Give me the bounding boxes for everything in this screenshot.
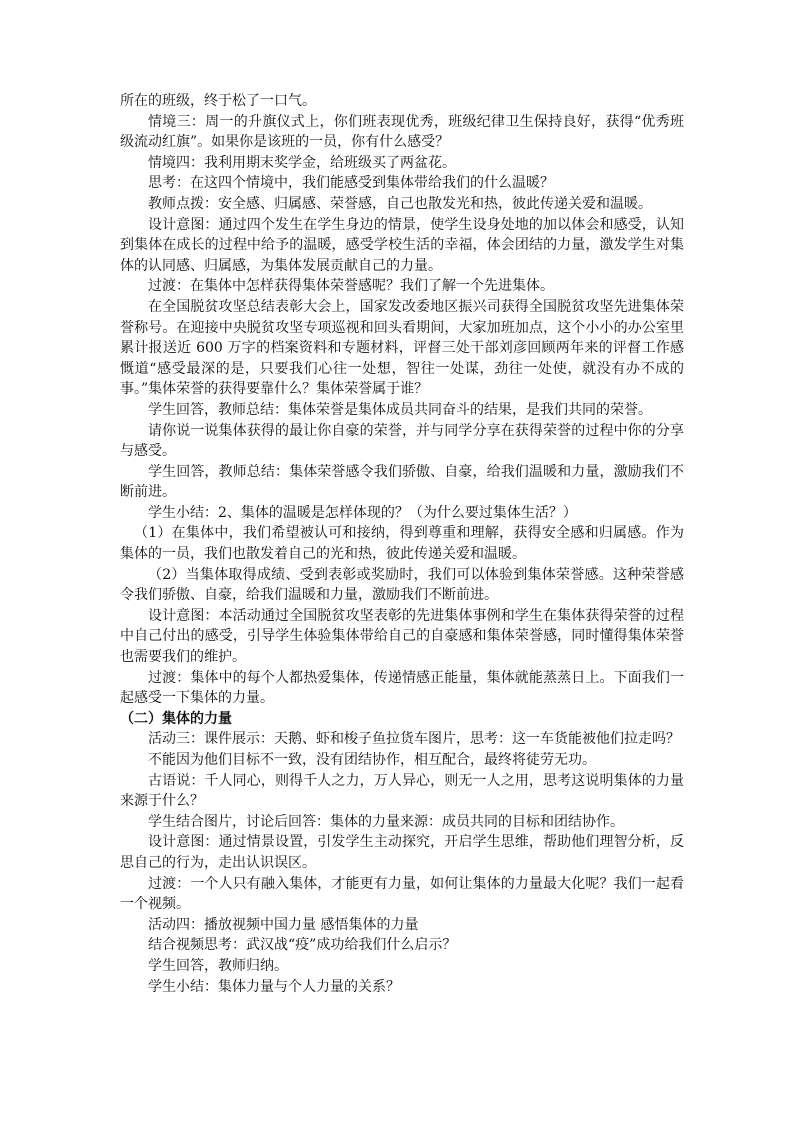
paragraph: 活动四：播放视频中国力量 感悟集体的力量 [148, 916, 419, 933]
paragraph: 学生回答，教师总结：集体荣誉是集体成员共同奋斗的结果，是我们共同的荣誉。 [148, 401, 652, 418]
paragraph: 情境三：周一的升旗仪式上，你们班表现优秀，班级纪律卫生保持良好，获得“优秀班级流动红旗”。如果你是该班的一员，你有什么感受？ [120, 113, 684, 151]
paragraph: 设计意图：本活动通过全国脱贫攻坚表彰的先进集体事例和学生在集体获得荣誉的过程中自己付出的感受，引导学生体验集体带给自己的自豪感和集体荣誉感，同时懂得集体荣誉也需要我们的维护。 [120, 607, 684, 666]
paragraph: 学生结合图片，讨论后回答：集体的力量来源：成员共同的目标和团结协作。 [148, 813, 624, 830]
paragraph: （1）在集体中，我们希望被认可和接纳，得到尊重和理解，获得安全感和归属感。作为集体的一员，我们也散发着自己的光和热，彼此传递关爱和温暖。 [120, 525, 684, 563]
paragraph: 请你说一说集体获得的最让你自豪的荣誉，并与同学分享在获得荣誉的过程中你的分享与感受。 [120, 422, 684, 460]
paragraph: 过渡：集体中的每个人都热爱集体，传递情感正能量，集体就能蒸蒸日上。下面我们一起感受一下集体的力量。 [120, 669, 684, 707]
paragraph: 学生小结：2、集体的温暖是怎样体现的？（为什么要过集体生活？） [148, 504, 577, 521]
paragraph: 过渡：在集体中怎样获得集体荣誉感呢？我们了解一个先进集体。 [148, 278, 554, 295]
paragraph: 在全国脱贫攻坚总结表彰大会上，国家发改委地区振兴司获得全国脱贫攻坚先进集体荣誉称号。在迎接中央脱贫攻坚专项巡视和回头看期间，大家加班加点，这个小小的办公室里累计报送近 600 万字的档案资料和专题材料，评督三处干部刘彦回顾两年来的评督工作感慨道“感受最深的是，只要我们心往一处想，智往一处谋，劲往一处使，就没有办不成的事。”集体荣誉的获得要靠什么？集体荣誉属于谁？ [120, 298, 684, 398]
paragraph: 情境四：我利用期末奖学金，给班级买了两盆花。 [148, 154, 456, 171]
paragraph: （2）当集体取得成绩、受到表彰或奖励时，我们可以体验到集体荣誉感。这种荣誉感令我们骄傲、自豪，给我们温暖和力量，激励我们不断前进。 [120, 566, 684, 604]
paragraph: 所在的班级，终于松了一口气。 [120, 93, 316, 109]
paragraph: 设计意图：通过情景设置，引发学生主动探究，开启学生思维，帮助他们理智分析，反思自己的行为，走出认识误区。 [120, 834, 684, 871]
paragraph: 不能因为他们目标不一致，没有团结协作，相互配合，最终将徒劳无功。 [148, 752, 596, 768]
paragraph: 学生回答，教师总结：集体荣誉感令我们骄傲、自豪，给我们温暖和力量，激励我们不断前进。 [120, 463, 684, 501]
paragraph: 结合视频思考：武汉战“疫”成功给我们什么启示？ [148, 937, 457, 954]
paragraph: 思考：在这四个情境中，我们能感受到集体带给我们的什么温暖？ [148, 175, 554, 192]
paragraph: 设计意图：通过四个发生在学生身边的情景，使学生设身处地的加以体会和感受，认知到集体在成长的过程中给予的温暖，感受学校生活的幸福，体会团结的力量，激发学生对集体的认同感、归属感，为集体发展贡献自己的力量。 [120, 216, 684, 274]
paragraph: 教师点拨：安全感、归属感、荣誉感，自己也散发光和热，彼此传递关爱和温暖。 [148, 195, 652, 212]
paragraph: 古语说：千人同心，则得千人之力，万人异心，则无一人之用，思考这说明集体的力量来源于什么？ [120, 772, 684, 810]
paragraph: 活动三：课件展示：天鹅、虾和梭子鱼拉货车图片，思考：这一车货能被他们拉走吗？ [148, 731, 680, 748]
paragraph: 过渡：一个人只有融入集体，才能更有力量，如何让集体的力量最大化呢？我们一起看一个视频。 [120, 875, 684, 913]
section-heading: （二）集体的力量 [120, 710, 232, 727]
paragraph: 学生小结：集体力量与个人力量的关系？ [148, 978, 400, 995]
paragraph: 学生回答，教师归纳。 [148, 957, 288, 974]
